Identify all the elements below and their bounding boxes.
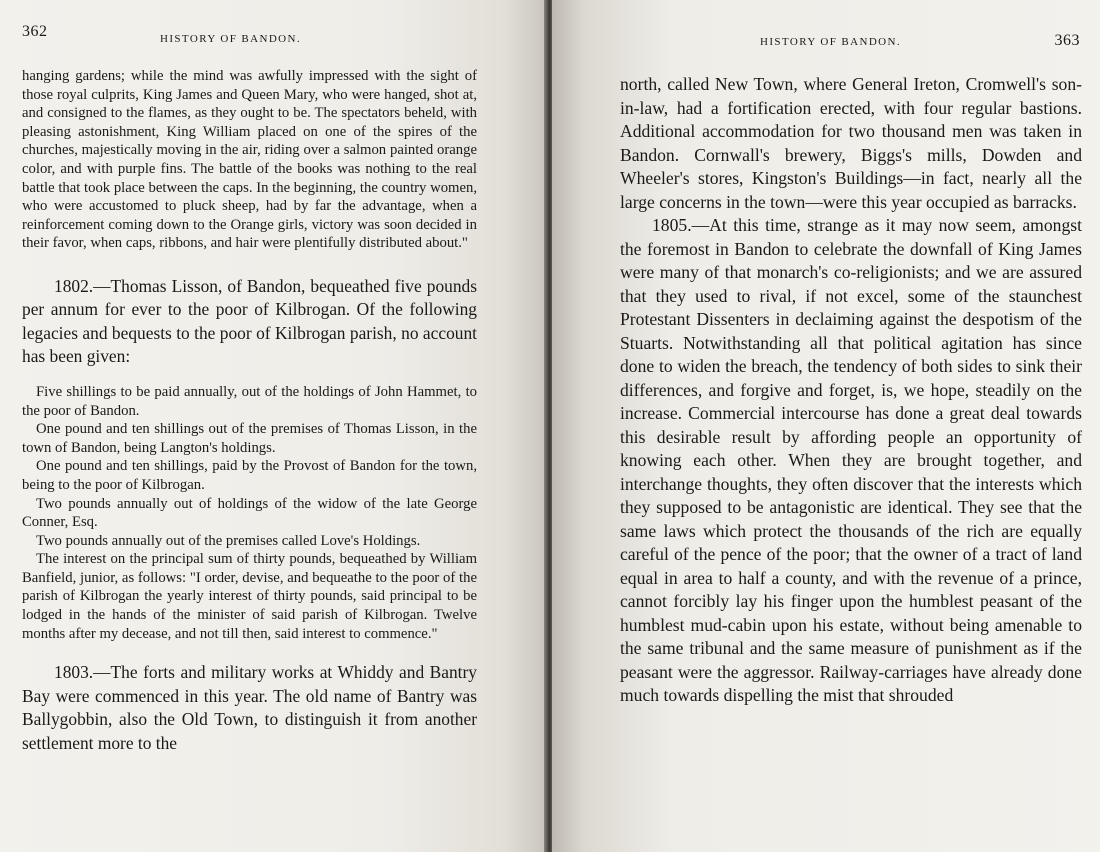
entry-1802: 1802.—Thomas Lisson, of Bandon, bequeathed five pounds per annum for ever to the poor of Kilbrogan. Of the following legacies and bequests to the poor of Kilbrogan parish, no account has been given: xyxy=(22,275,477,367)
left-text-column xyxy=(22,67,477,755)
entry-1803: 1803.—The forts and military works at Whiddy and Bantry Bay were commenced in this year. The old name of Bantry was Ballygobbin, also the Old Town, to distinguish it from another settlement more to the xyxy=(22,662,477,753)
legacies-list xyxy=(22,383,477,643)
page-number: 362 xyxy=(22,23,48,40)
quote-continuation: hanging gardens; while the mind was awfully impressed with the sight of those royal culprits, King James and Queen Mary, who were hanged, shot at, and consigned to the flames, as they ought to be. The spectators beheld, with pleasing astonishment, King William placed on one of the spires of the churches, majestically moving in the air, riding over a salmon painted orange color, and with purple fins. The battle of the books was nothing to the real battle that took place between the caps. In the beginning, the country women, who were accustomed to pluck sheep, had by far the advantage, when a reinforcement coming down to the Orange girls, victory was soon decided in their favor, when caps, ribbons, and hair were plentifully distributed about." xyxy=(22,68,477,252)
running-head: HISTORY OF BANDON. xyxy=(160,33,302,45)
legacy-item: Five shillings to be paid annually, out of the holdings of John Hammet, to the poor of Bandon. xyxy=(22,383,477,419)
right-page xyxy=(552,0,1100,852)
running-head: HISTORY OF BANDON. xyxy=(760,36,902,48)
entry-1805: 1805.—At this time, strange as it may now seem, amongst the foremost in Bandon to celebrate the downfall of King James were many of that monarch's co-religionists; and we are assured that they used to rival, if not excel, some of the staunchest Protestant Dissenters in declaiming against the despotism of the Stuarts. Notwithstanding all that political agitation has since done to widen the breach, the tendency of both sides to sink their differences, and forgive and forget, is, we hope, steadily on the increase. Commercial intercourse has done a great deal towards this desirable result by affording people an opportunity of knowing each other. When they are brought together, and interchange thoughts, they often discover that the interests which they supposed to be antagonistic are identical. They see that the same laws which protect the thousands of the rich are equally careful of the pence of the poor; that the owner of a tract of land equal in area to half a county, and with the revenue of a prince, cannot forcibly lay his finger upon the humblest peasant of the humblest mud-cabin upon his estate, without being amenable to the same tribunal and the same measure of punishment as if the peasant were the aggressor. Railway-carriages have already done much towards dispelling the mist that shrouded xyxy=(620,215,1082,705)
legacy-item: One pound and ten shillings, paid by the Provost of Bandon for the town, being to the poor of Kilbrogan. xyxy=(22,458,477,493)
continuation-paragraph: north, called New Town, where General Ireton, Cromwell's son-in-law, had a fortification erected, with four regular bastions. Additional accommodation for two thousand men was taken in Bandon. Cornwall's brewery, Biggs's mills, Dowden and Wheeler's stores, Kingston's Buildings—in fact, nearly all the large concerns in the town—were this year occupied as barracks. xyxy=(620,74,1082,212)
right-text-column xyxy=(620,73,1082,708)
left-page xyxy=(0,0,548,852)
legacy-item: The interest on the principal sum of thirty pounds, bequeathed by William Banfield, junior, as follows: "I order, devise, and bequeathe to the poor of the parish of Kilbrogan the yearly interest of thirty pounds, said principal to be lodged in the hands of the minister of said parish of Kilbrogan. Twelve months after my decease, and not till then, said interest to commence." xyxy=(22,551,477,642)
legacy-item: Two pounds annually out of the premises called Love's Holdings. xyxy=(36,532,421,549)
legacy-item: One pound and ten shillings out of the premises of Thomas Lisson, in the town of Bandon, being Langton's holdings. xyxy=(22,421,477,456)
legacy-item: Two pounds annually out of holdings of the widow of the late George Conner, Esq. xyxy=(22,495,477,531)
page-number: 363 xyxy=(1054,32,1080,49)
